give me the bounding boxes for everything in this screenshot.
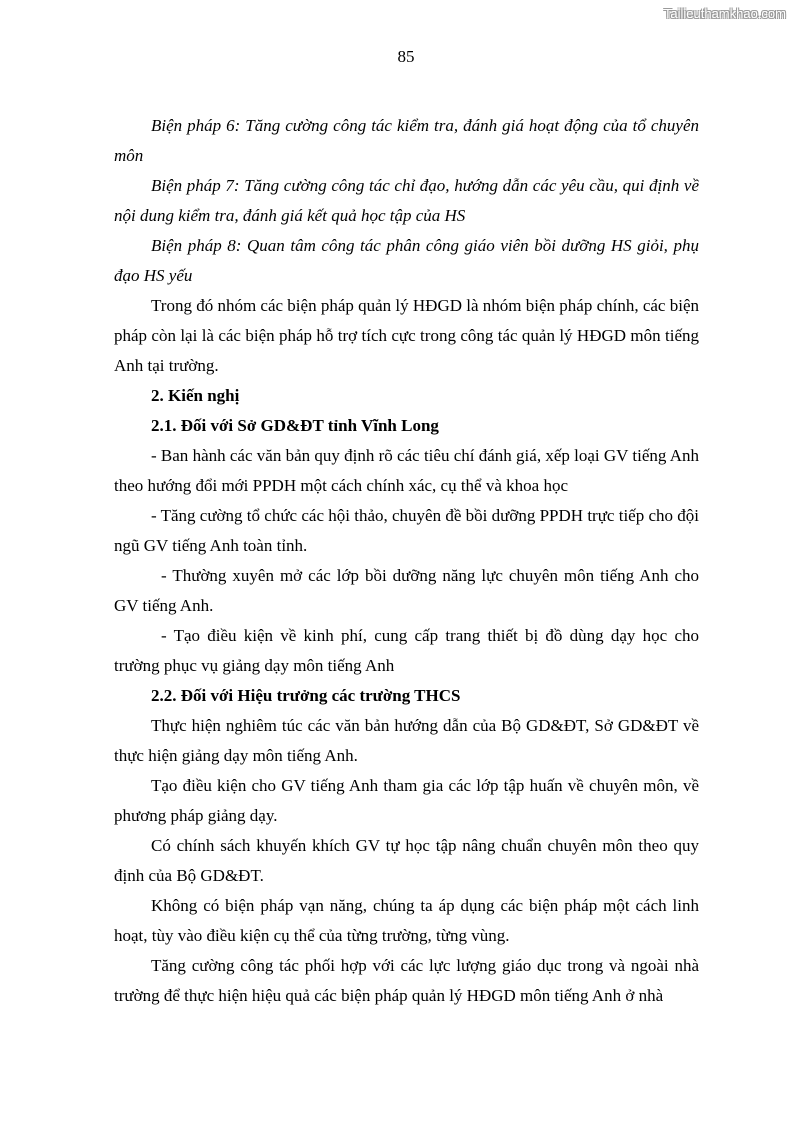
body-paragraph: Tạo điều kiện cho GV tiếng Anh tham gia các lớp tập huấn về chuyên môn, về phương pháp giảng dạy.: [114, 776, 699, 825]
body-paragraph: Không có biện pháp vạn năng, chúng ta áp dụng các biện pháp một cách linh hoạt, tùy vào điều kiện cụ thể của từng trường, từng vùng.: [114, 896, 699, 945]
page-body: [114, 111, 699, 1011]
recommendation-item: - Thường xuyên mở các lớp bồi dưỡng năng lực chuyên môn tiếng Anh cho GV tiếng Anh.: [114, 566, 699, 615]
recommendation-item: - Ban hành các văn bản quy định rõ các tiêu chí đánh giá, xếp loại GV tiếng Anh theo hướng đổi mới PPDH một cách chính xác, cụ thể và khoa học: [114, 446, 699, 495]
measure-6: Biện pháp 6: Tăng cường công tác kiểm tra, đánh giá hoạt động của tổ chuyên môn: [114, 116, 699, 165]
measure-7: Biện pháp 7: Tăng cường công tác chỉ đạo, hướng dẫn các yêu cầu, qui định về nội dung kiểm tra, đánh giá kết quả học tập của HS: [114, 176, 699, 225]
subsection-heading-2: 2.2. Đối với Hiệu trưởng các trường THCS: [151, 686, 461, 705]
subsection-heading-1: 2.1. Đối với Sở GD&ĐT tỉnh Vĩnh Long: [151, 416, 439, 435]
summary-paragraph: Trong đó nhóm các biện pháp quản lý HĐGD là nhóm biện pháp chính, các biện pháp còn lại là các biện pháp hỗ trợ tích cực trong công tác quản lý HĐGD môn tiếng Anh tại trường.: [114, 296, 699, 375]
body-paragraph: Thực hiện nghiêm túc các văn bản hướng dẫn của Bộ GD&ĐT, Sở GD&ĐT về thực hiện giảng dạy môn tiếng Anh.: [114, 716, 699, 765]
body-paragraph: Tăng cường công tác phối hợp với các lực lượng giáo dục trong và ngoài nhà trường để thực hiện hiệu quả các biện pháp quản lý HĐGD môn tiếng Anh ở nhà: [114, 956, 699, 1005]
body-paragraph: Có chính sách khuyến khích GV tự học tập nâng chuẩn chuyên môn theo quy định của Bộ GD&ĐT.: [114, 836, 699, 885]
recommendation-item: - Tạo điều kiện về kinh phí, cung cấp trang thiết bị đồ dùng dạy học cho trường phục vụ giảng dạy môn tiếng Anh: [114, 626, 699, 675]
recommendation-item: - Tăng cường tổ chức các hội thảo, chuyên đề bồi dưỡng PPDH trực tiếp cho đội ngũ GV tiếng Anh toàn tỉnh.: [114, 506, 699, 555]
section-heading: 2. Kiến nghị: [151, 386, 240, 405]
measure-8: Biện pháp 8: Quan tâm công tác phân công giáo viên bồi dưỡng HS giỏi, phụ đạo HS yếu: [114, 236, 699, 285]
page-number: 85: [397, 47, 415, 66]
watermark: Tailieuthamkhao.com: [663, 6, 786, 21]
